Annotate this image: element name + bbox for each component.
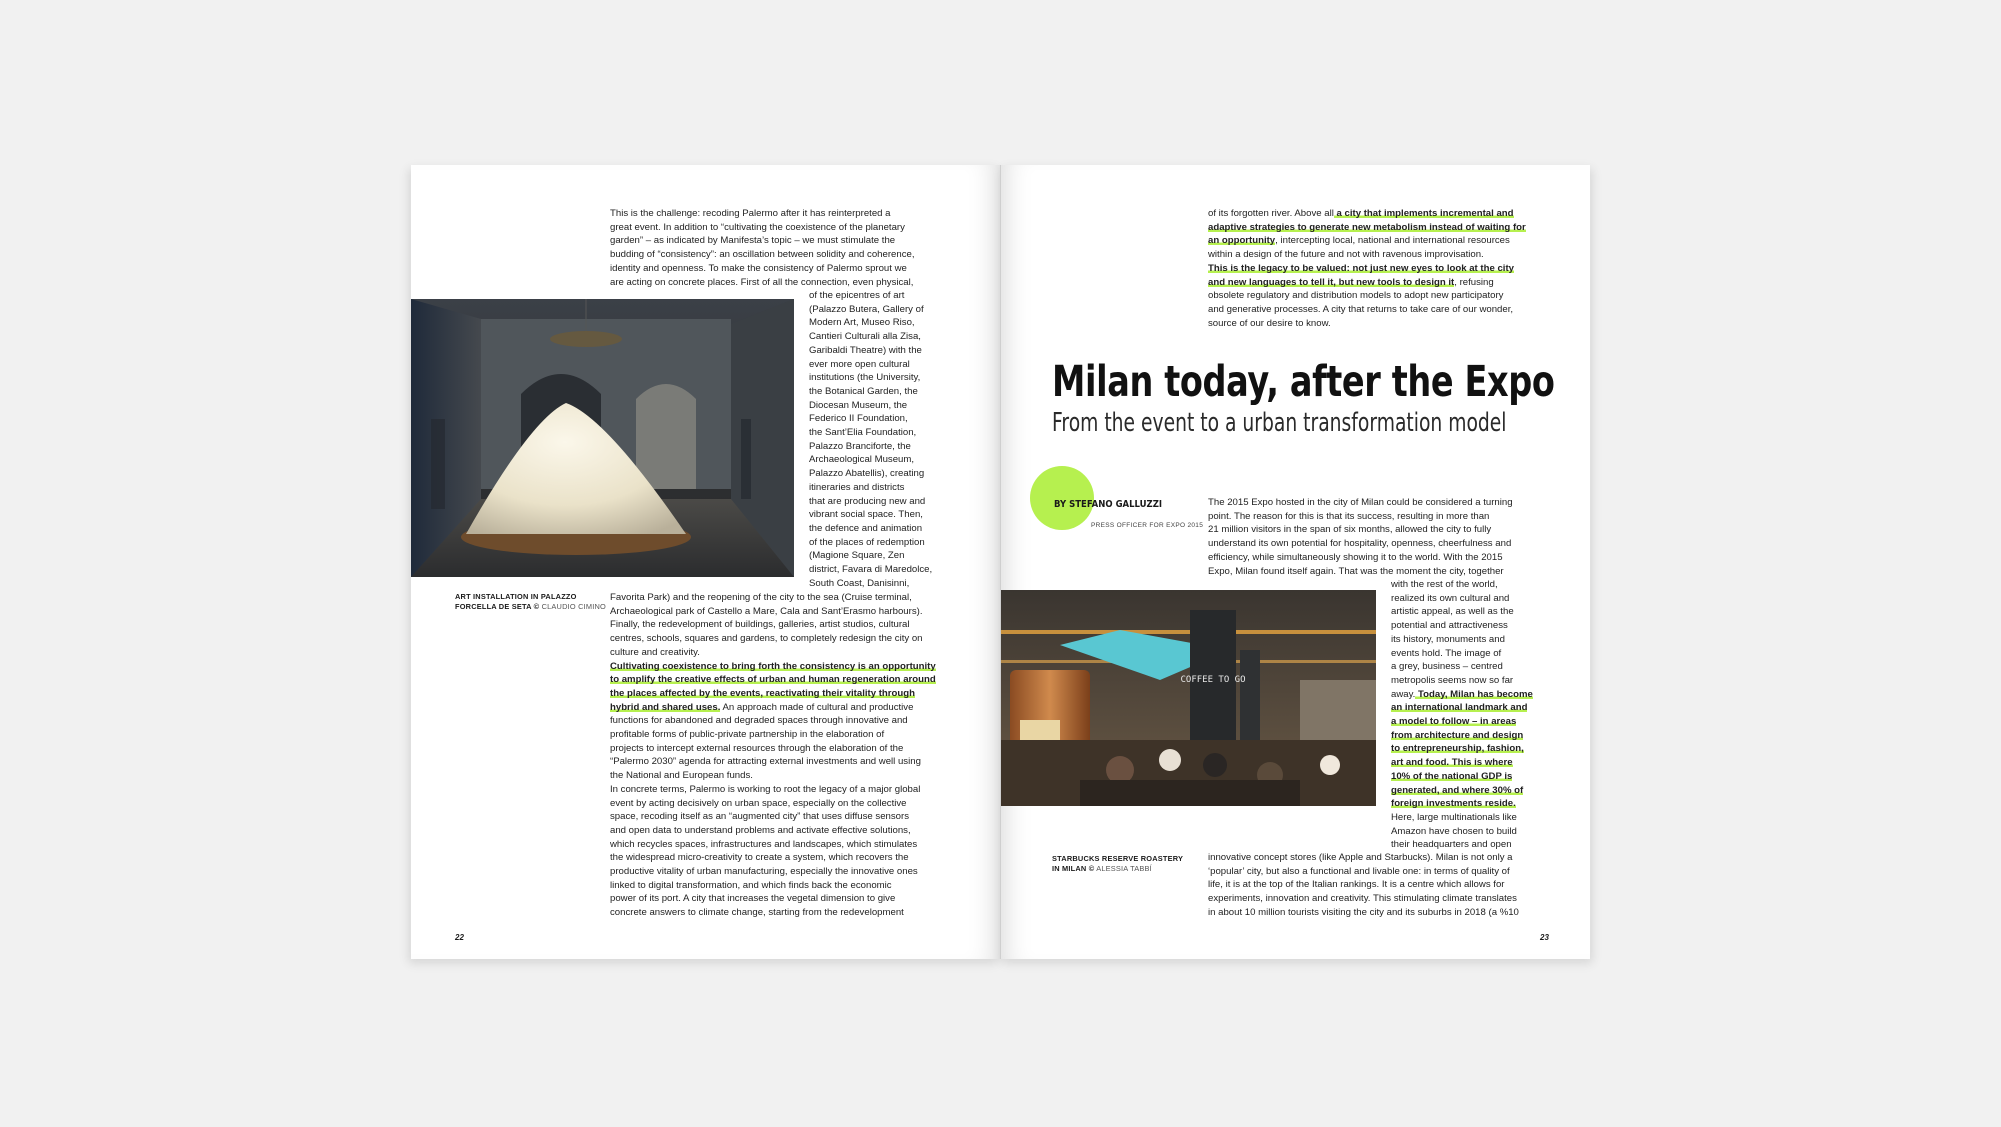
text-line: Garibaldi Theatre) with the — [809, 344, 922, 356]
text-line: The 2015 Expo hosted in the city of Milan could be considered a turning — [1208, 497, 1513, 508]
text-line: a grey, business – centred — [1391, 661, 1503, 673]
text-line: Archaeological park of Castello a Mare, Cala and Sant’Erasmo harbours). — [610, 605, 923, 617]
text-line: Diocesan Museum, the — [809, 399, 908, 411]
text-line: district, Favara di Maredolce, — [809, 564, 933, 576]
text-line: Expo, Milan found itself again. That was the moment the city, together — [1208, 565, 1504, 577]
text-line: garden” – as indicated by Manifesta’s topic – we must stimulate the — [610, 235, 896, 247]
text-line: South Coast, Danisinni, — [809, 577, 910, 589]
text-line: In concrete terms, Palermo is working to root the legacy of a major global — [610, 783, 921, 795]
highlight-line: Today, Milan has become — [1415, 688, 1533, 700]
photo-credit: CLAUDIO CIMINO — [539, 602, 606, 611]
art-photo-caption — [455, 592, 606, 612]
legacy-line: within a design of the future and not with ravenous improvisation. — [1208, 249, 1484, 261]
highlight-line: the places affected by the events, reactivating their vitality through — [610, 687, 915, 699]
text-line: ‘popular’ city, but also a functional and livable one: in terms of quality of — [1208, 865, 1510, 877]
text-line: great event. In addition to “cultivating the coexistence of the planetary — [610, 221, 905, 233]
author-byline: BY STEFANO GALLUZZI — [1054, 499, 1163, 510]
text-line: of the epicentres of art — [809, 290, 905, 301]
text-line: point. The reason for this is that its success, resulting in more than — [1208, 510, 1490, 522]
legacy-text-after: , intercepting local, national and international resources — [1275, 235, 1510, 247]
legacy-text-after-2: , refusing — [1454, 276, 1494, 288]
art-installation-photo — [411, 299, 794, 577]
text-line: Archaeological Museum, — [809, 454, 915, 466]
text-line: concrete answers to climate change, starting from the redevelopment — [610, 907, 904, 919]
article-subtitle: From the event to a urban transformation model — [1052, 408, 1507, 438]
highlight-line: generated, and where 30% of — [1391, 784, 1524, 796]
text-line: identity and openness. To make the consistency of Palermo sprout we — [610, 262, 907, 274]
highlight-line: foreign investments reside. — [1391, 798, 1516, 810]
highlight-line: adaptive strategies to generate new metabolism instead of waiting for — [1208, 221, 1526, 233]
highlight-line: from architecture and design — [1391, 729, 1524, 741]
text-line: in about 10 million tourists visiting the city and its suburbs in 2018 (a %10 — [1208, 906, 1519, 918]
text-line: the Sant’Elia Foundation, — [809, 427, 917, 439]
text-line: Cantieri Culturali alla Zisa, — [809, 331, 921, 343]
text-line: efficiency, while simultaneously showing it to the world. With the 2015 — [1208, 551, 1503, 563]
text-line: functions for abandoned and degraded spaces through innovative and — [610, 715, 908, 727]
text-line: life, it is at the top of the Italian rankings. It is a centre which allows for — [1208, 879, 1505, 891]
text-line: profitable forms of public-private partnership in the elaboration of — [610, 729, 885, 741]
spine-fold — [1000, 165, 1001, 959]
highlight-line: 10% of the national GDP is — [1391, 770, 1513, 782]
text-line: “Palermo 2030” agenda for attracting external investments and well using — [610, 756, 921, 768]
highlight-line: This is the legacy to be valued: not just new eyes to look at the city — [1208, 262, 1515, 274]
text-line: event by acting decisively on urban space, especially on the collective — [610, 797, 907, 809]
left-page — [411, 165, 1000, 959]
text-line: ever more open cultural — [809, 358, 910, 370]
text-line: innovative concept stores (like Apple and Starbucks). Milan is not only a — [1208, 852, 1513, 863]
coffee-to-go-sign: COFFEE TO GO — [1180, 675, 1246, 685]
highlight-line: art and food. This is where — [1391, 757, 1513, 769]
page-number-left: 22 — [455, 933, 464, 942]
text-line: metropolis seems now so far — [1391, 674, 1514, 686]
text-line: source of our desire to know. — [1208, 317, 1331, 329]
text-line: Amazon have chosen to build — [1391, 825, 1517, 837]
highlight-line: hybrid and shared uses. — [610, 701, 721, 713]
text-line: obsolete regulatory and distribution models to adopt new participatory — [1208, 290, 1504, 302]
intro-paragraph — [610, 207, 950, 289]
text-line: realized its own cultural and — [1391, 592, 1510, 604]
text-line: space, recoding itself as an “augmented city” that uses diffuse sensors — [610, 811, 909, 823]
text-line: artistic appeal, as well as the — [1391, 606, 1514, 618]
highlight-line: Cultivating coexistence to bring forth the consistency is an opportunity — [610, 660, 936, 672]
text-line: productive vitality of urban manufacturing, especially the innovative ones — [610, 866, 918, 878]
text-line: with the rest of the world, — [1391, 579, 1498, 590]
highlight-line: to amplify the creative effects of urban and human regeneration around — [610, 674, 936, 686]
text-line: that are producing new and — [809, 495, 926, 507]
byline-dot — [1030, 466, 1094, 530]
highlight-line: a city that implements incremental and — [1333, 208, 1514, 219]
text-line: 21 million visitors in the span of six months, allowed the city to fully — [1208, 524, 1492, 536]
highlight-line: a model to follow – in areas — [1391, 716, 1517, 728]
text-line: the defence and animation — [809, 522, 923, 534]
legacy-text: of its forgotten river. Above all — [1208, 208, 1334, 219]
highlight-line: and new languages to tell it, but new tools to design it — [1208, 276, 1455, 288]
text-line: This is the challenge: recoding Palermo after it has reinterpreted a — [610, 208, 891, 219]
text-line: Favorita Park) and the reopening of the city to the sea (Cruise terminal, — [610, 592, 912, 603]
text-line: centres, schools, squares and gardens, to completely redesign the city on — [610, 633, 923, 645]
text-line: which recycles spaces, infrastructures and landscapes, which stimulates — [610, 838, 918, 850]
highlighted-statement — [610, 660, 970, 715]
final-paragraph — [1208, 851, 1568, 920]
caption-line-1: ART INSTALLATION IN PALAZZO — [455, 592, 577, 601]
text-line: experiments, innovation and creativity. This stimulating climate translates — [1208, 893, 1517, 905]
legacy-paragraph — [1208, 207, 1558, 330]
text-line: the National and European funds. — [610, 770, 753, 782]
text-line: linked to digital transformation, and which finds back the economic — [610, 879, 892, 891]
text-line: Palazzo Branciforte, the — [809, 440, 911, 452]
caption-line-2: FORCELLA DE SETA © — [455, 602, 540, 611]
caption-line-1: STARBUCKS RESERVE ROASTERY — [1052, 854, 1184, 863]
text-line: the widespread micro-creativity to create a system, which recovers the — [610, 852, 909, 864]
expo-paragraph — [1208, 496, 1560, 578]
photo-credit: ALESSIA TABBÍ — [1094, 864, 1152, 873]
text-line: Federico II Foundation, — [809, 413, 908, 425]
narrow-plain: away. — [1391, 688, 1416, 700]
approach-text: An approach made of cultural and productive — [720, 701, 914, 713]
text-line: vibrant social space. Then, — [809, 509, 923, 521]
body-continued — [610, 591, 970, 920]
text-line: Finally, the redevelopment of buildings, galleries, artist studios, cultural — [610, 619, 910, 631]
text-line: Modern Art, Museo Riso, — [809, 317, 915, 329]
highlight-line: an international landmark and — [1391, 702, 1528, 714]
article-title: Milan today, after the Expo — [1052, 357, 1555, 407]
text-line: projects to intercept external resources through the elaboration of the — [610, 742, 904, 754]
text-line: culture and creativity. — [610, 646, 700, 658]
text-line: budding of “consistency”: an oscillation between solidity and coherence, — [610, 249, 915, 261]
text-line: Here, large multinationals like — [1391, 811, 1517, 823]
text-line: institutions (the University, — [809, 372, 921, 384]
starbucks-photo — [1000, 590, 1376, 806]
text-line: (Palazzo Butera, Gallery of — [809, 303, 924, 315]
text-line: understand its own potential for hospitality, openness, cheerfulness and — [1208, 538, 1512, 550]
text-line: (Magione Square, Zen — [809, 550, 905, 562]
text-line: of the places of redemption — [809, 536, 925, 548]
text-line: the Botanical Garden, the — [809, 385, 918, 397]
text-line: itineraries and districts — [809, 481, 905, 493]
text-line: their headquarters and open — [1391, 839, 1512, 851]
text-line: and open data to understand problems and activate effective solutions, — [610, 824, 911, 836]
text-line: events hold. The image of — [1391, 647, 1502, 659]
author-role: PRESS OFFICER FOR EXPO 2015 — [1091, 522, 1204, 529]
starbucks-photo-caption — [1052, 854, 1183, 874]
right-page — [1000, 165, 1590, 959]
highlight-line: an opportunity — [1208, 235, 1276, 247]
milan-landmark-column — [1391, 578, 1551, 852]
art-venues-column — [809, 289, 959, 590]
text-line: are acting on concrete places. First of all the connection, even physical, — [610, 276, 914, 288]
text-line: its history, monuments and — [1391, 633, 1505, 645]
text-line: power of its port. A city that increases the vegetal dimension to give — [610, 893, 896, 905]
text-line: potential and attractiveness — [1391, 620, 1508, 632]
highlight-line: to entrepreneurship, fashion, — [1391, 743, 1524, 755]
page-number-right: 23 — [1540, 933, 1549, 942]
text-line: Palazzo Abatellis), creating — [809, 468, 925, 480]
caption-line-2: IN MILAN © — [1052, 864, 1095, 873]
text-line: and generative processes. A city that returns to take care of our wonder, — [1208, 303, 1514, 315]
